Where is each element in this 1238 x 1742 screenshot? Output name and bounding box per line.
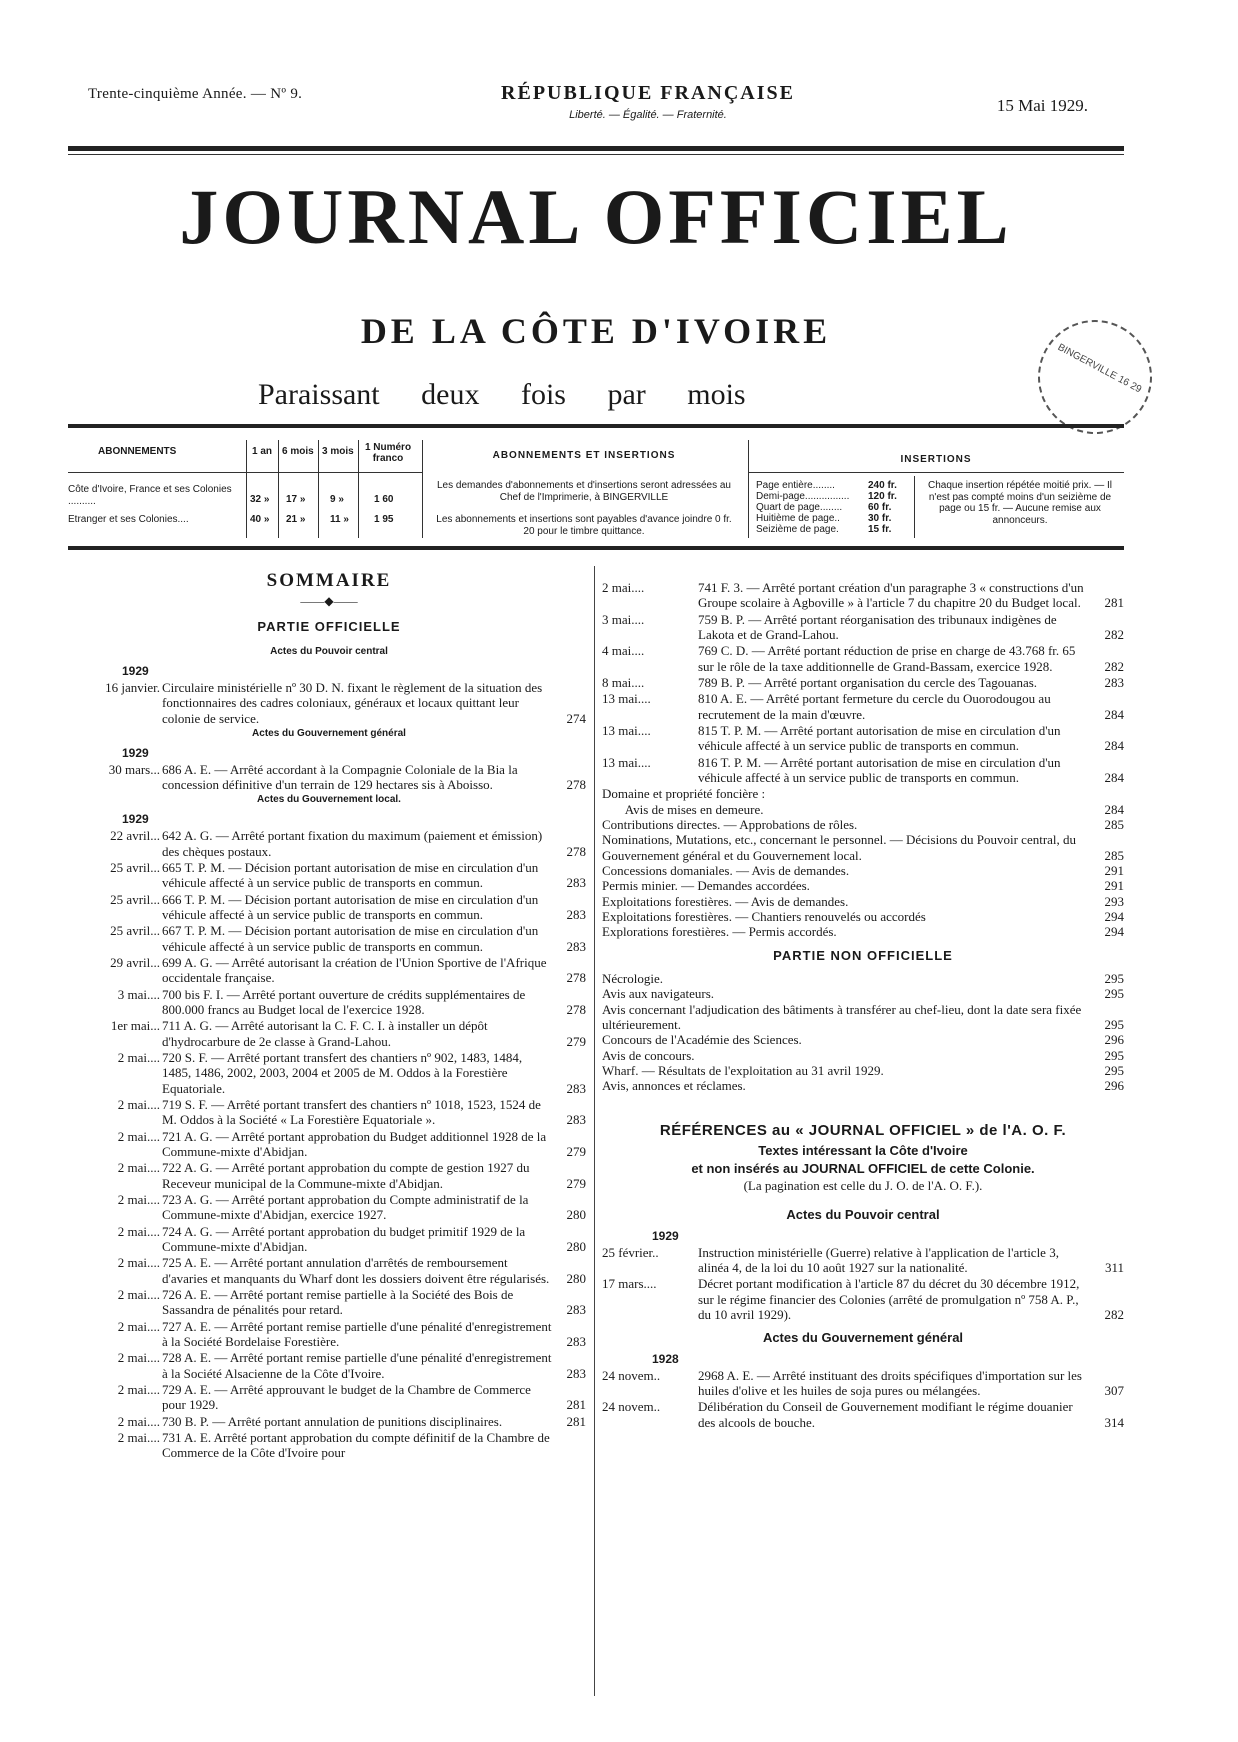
entry-page: 279: [566, 1143, 586, 1159]
sommaire-title: SOMMAIRE: [266, 570, 392, 591]
insertions-title: INSERTIONS: [900, 454, 972, 465]
line-text: Exploitations forestières. — Avis de demandes.: [602, 893, 849, 909]
entry-page: 283: [566, 938, 586, 954]
sommaire-left-column: [72, 570, 586, 1462]
entry-page: 284: [1104, 738, 1124, 754]
entry-text: 666 T. P. M. — Décision portant autorisation de mise en circulation d'un véhicule affecté à un service public de transports en commun.: [162, 891, 539, 923]
entry-date: 30 mars...: [108, 761, 160, 777]
entry-text: Instruction ministérielle (Guerre) relative à l'application de l'article 3, alinéa 4, de la loi du 10 août 1927 sur la nationalité.: [698, 1244, 1059, 1275]
line-text: Domaine et propriété foncière :: [602, 786, 766, 802]
entry-date: 1er mai...: [110, 1018, 160, 1034]
subs-divider: [358, 440, 359, 538]
sommaire-line: [602, 909, 1124, 924]
subs-divider: [422, 440, 423, 538]
sommaire-entry: [72, 680, 586, 726]
subs-row-2-val: 40 »: [250, 514, 270, 525]
entry-page: 278: [566, 970, 586, 986]
masthead-subtitle: DE LA CÔTE D'IVOIRE: [360, 311, 832, 351]
entry-text: 720 S. F. — Arrêté portant transfert des chantiers nº 902, 1483, 1484, 1485, 1486, 2002, 2003, 2004 et 2005 de M. Oddos à la Forestière Equatoriale.: [162, 1049, 523, 1096]
line-text: Avis de mises en demeure.: [602, 801, 764, 817]
sommaire-line: [602, 1032, 1124, 1047]
entry-page: 284: [1104, 706, 1124, 722]
entry-text: 725 A. E. — Arrêté portant annulation d'arrêtés de remboursement d'avaries et manquants du Wharf dont les dossiers doivent être régularisés.: [162, 1255, 550, 1286]
line-page: 296: [1104, 1078, 1124, 1094]
entry-page: 281: [566, 1397, 586, 1413]
entry-page: 280: [566, 1207, 586, 1223]
sommaire-entry: [72, 1192, 586, 1223]
section-heading: Actes du Pouvoir central: [786, 1207, 940, 1223]
entry-text: 728 A. E. — Arrêté portant remise partielle d'une pénalité d'enregistrement à la Société Alsacienne de la Côte d'Ivoire.: [162, 1350, 552, 1381]
entry-date: 2 mai....: [117, 1096, 160, 1112]
subs-row-2-val: 1 95: [374, 514, 394, 525]
subs-middle-text-1: Les demandes d'abonnements et d'insertions seront adressées au Chef de l'Imprimerie, à BINGERVILLE: [436, 480, 731, 503]
entry-page: 311: [1104, 1259, 1124, 1275]
sommaire-entry: [72, 1018, 586, 1049]
line-page: 294: [1104, 908, 1124, 924]
entry-date: 2 mai....: [117, 1049, 160, 1065]
entry-date: 3 mai....: [117, 986, 160, 1002]
entry-text: 727 A. E. — Arrêté portant remise partielle d'une pénalité d'enregistrement à la Société Bordelaise Forestière.: [162, 1318, 552, 1349]
sommaire-entry: [602, 755, 1124, 786]
references-note: (La pagination est celle du J. O. de l'A. O. F.).: [743, 1177, 983, 1193]
entry-page: 280: [566, 1238, 586, 1254]
references-title: RÉFÉRENCES au « JOURNAL OFFICIEL » de l'A. O. F.: [659, 1121, 1067, 1139]
line-page: 295: [1104, 1047, 1124, 1063]
entry-page: 283: [566, 1302, 586, 1318]
subs-row-1-val: 17 »: [286, 494, 306, 505]
subs-row-1-val: 9 »: [330, 494, 344, 505]
entry-date: 2 mai....: [117, 1255, 160, 1271]
issue-header: [58, 80, 1134, 120]
sommaire-line: [602, 802, 1124, 817]
sommaire-entry: [602, 1276, 1124, 1322]
subs-col-1: 1 an: [252, 446, 273, 457]
rate-price: 30 fr.: [868, 513, 892, 524]
line-page: 291: [1104, 862, 1124, 878]
entry-page: 279: [566, 1033, 586, 1049]
subs-middle-title: ABONNEMENTS ET INSERTIONS: [492, 450, 676, 461]
references-list: [602, 1207, 1124, 1430]
masthead-title: JOURNAL OFFICIEL: [179, 173, 1013, 260]
entry-date: 2 mai....: [602, 580, 645, 595]
entry-date: 2 mai....: [117, 1381, 160, 1397]
subs-row-1-val: 1 60: [374, 494, 394, 505]
entry-date: 2 mai....: [117, 1413, 160, 1429]
insertions-note: Chaque insertion répétée moitié prix. — Il n'est pas compté moins d'un seizième de page ou 15 fr. — Aucune remise aux annonceurs.: [928, 480, 1112, 526]
line-text: Nominations, Mutations, etc., concernant le personnel. — Décisions du Pouvoir central, du Gouvernement général et du Gouvernement local.: [602, 832, 1080, 863]
sommaire-entry: [72, 1255, 586, 1286]
entry-date: 22 avril...: [110, 828, 160, 844]
entry-date: 13 mai....: [602, 722, 651, 738]
entry-text: 711 A. G. — Arrêté autorisant la C. F. C. I. à installer un dépôt d'hydrocarbure de 2e classe à Grand-Lahou.: [162, 1018, 488, 1049]
entry-page: 283: [566, 1333, 586, 1349]
entry-page: 278: [566, 777, 586, 793]
rate-price: 120 fr.: [868, 491, 897, 502]
entry-text: 724 A. G. — Arrêté portant approbation du budget primitif 1929 de la Commune-mixte d'Abidjan.: [162, 1223, 526, 1254]
republic-title: RÉPUBLIQUE FRANÇAISE: [501, 82, 795, 104]
entry-text: 815 T. P. M. — Arrêté portant autorisation de mise en circulation d'un véhicule affecté à un service public de transports en commun.: [698, 722, 1061, 754]
sommaire-entry: [602, 691, 1124, 722]
entry-page: 307: [1104, 1383, 1124, 1399]
entry-date: 25 avril...: [110, 860, 160, 876]
line-text: Concessions domaniales. — Avis de demandes.: [602, 862, 850, 878]
sommaire-right-column: [602, 580, 1124, 1431]
entry-date: 2 mai....: [117, 1429, 160, 1445]
entry-date: 24 novem..: [602, 1367, 661, 1383]
subs-divider: [318, 440, 319, 538]
subs-divider: [914, 476, 915, 538]
year-heading: 1929: [122, 745, 149, 760]
entry-text: 699 A. G. — Arrêté autorisant la création de l'Union Sportive de l'Afrique occidentale française.: [162, 955, 547, 986]
entry-page: 284: [1104, 769, 1124, 785]
sommaire-line: [602, 817, 1124, 832]
entry-page: 282: [1104, 626, 1124, 642]
entry-text: 722 A. G. — Arrêté portant approbation du compte de gestion 1927 du Receveur municipal de la Commune-mixte d'Abidjan.: [162, 1160, 530, 1191]
entry-text: Circulaire ministérielle nº 30 D. N. fixant le règlement de la situation des fonctionnaires des cadres coloniaux, généraux et locaux quittant leur colonie de service.: [162, 679, 543, 726]
issue-date: 15 Mai 1929.: [996, 96, 1088, 115]
rate-price: 60 fr.: [868, 502, 892, 513]
rate-price: 15 fr.: [868, 524, 892, 535]
line-page: 296: [1104, 1032, 1124, 1048]
entry-date: 3 mai....: [602, 611, 645, 627]
entry-page: 282: [1104, 1306, 1124, 1322]
line-page: 295: [1104, 986, 1124, 1002]
entry-page: 283: [566, 1365, 586, 1381]
sommaire-entry: [602, 612, 1124, 643]
entry-text: 723 A. G. — Arrêté portant approbation du Compte administratif de la Commune-mixte d'Abidjan, exercice 1927.: [162, 1191, 529, 1223]
entry-page: 278: [566, 1002, 586, 1017]
publication-frequency: Paraissant deux fois par mois: [258, 378, 746, 411]
sommaire-entry: [72, 1287, 586, 1318]
subs-col-4: 1 Numéro franco: [364, 442, 412, 464]
line-page: 295: [1104, 1016, 1124, 1032]
top-rule-thin: [68, 154, 1124, 155]
entry-text: 721 A. G. — Arrêté portant approbation du Budget additionnel 1928 de la Commune-mixte d'Abidjan.: [162, 1128, 547, 1159]
line-page: 294: [1104, 924, 1124, 940]
sommaire-entry: [72, 1414, 586, 1429]
sommaire-entry: [72, 1319, 586, 1350]
sommaire-entry: [72, 1050, 586, 1096]
entry-text: 729 A. E. — Arrêté approuvant le budget de la Chambre de Commerce pour 1929.: [162, 1381, 531, 1413]
entry-date: 2 mai....: [117, 1286, 160, 1302]
sommaire-line: [602, 1002, 1124, 1033]
sommaire-entry: [72, 987, 586, 1018]
sommaire-entry: [72, 762, 586, 793]
republic-block: [438, 82, 858, 121]
subs-row-2-val: 21 »: [286, 514, 306, 525]
entry-text: 665 T. P. M. — Décision portant autorisation de mise en circulation d'un véhicule affecté à un service public de transports en commun.: [162, 860, 539, 891]
ornament-divider: ——◆——: [300, 594, 358, 609]
subs-row-2-val: 11 »: [330, 514, 349, 525]
rate-label: Huitième de page..: [756, 513, 840, 524]
section-heading: Actes du Gouvernement local.: [257, 794, 401, 806]
line-text: Concours de l'Académie des Sciences.: [602, 1032, 802, 1048]
stamp-text: BINGERVILLE 16 29: [1055, 341, 1144, 396]
sommaire-left-list: [72, 646, 586, 1461]
subs-row-1-val: 32 »: [250, 494, 270, 505]
sommaire-entry: [602, 1368, 1124, 1399]
entry-date: 2 mai....: [117, 1191, 160, 1207]
entry-page: 283: [1104, 674, 1124, 690]
entry-date: 4 mai....: [602, 643, 645, 659]
section-heading: Actes du Pouvoir central: [270, 645, 388, 657]
rate-label: Seizième de page.: [756, 524, 839, 535]
entry-date: 17 mars....: [602, 1276, 657, 1292]
entry-page: 279: [566, 1175, 586, 1191]
entry-text: 686 A. E. — Arrêté accordant à la Compagnie Coloniale de la Bia la concession définitive d'un terrain de 129 hectares sis à Aboisso.: [162, 761, 518, 793]
entry-date: 2 mai....: [117, 1318, 160, 1334]
entry-page: 283: [566, 1112, 586, 1128]
sommaire-entry: [602, 580, 1124, 611]
sommaire-line: [602, 986, 1124, 1001]
partie-heading: PARTIE NON OFFICIELLE: [773, 947, 953, 963]
sommaire-entry: [72, 1430, 586, 1461]
entry-date: 13 mai....: [602, 691, 651, 707]
rate-label: Demi-page................: [756, 491, 850, 502]
sommaire-entry: [72, 1224, 586, 1255]
sommaire-entry: [72, 1350, 586, 1381]
line-page: 295: [1104, 970, 1124, 986]
subs-row-1-label: Côte d'Ivoire, France et ses Colonies ..........: [68, 484, 232, 507]
line-page: 295: [1104, 1062, 1124, 1078]
subs-col-2: 6 mois: [282, 446, 314, 457]
entry-text: 2968 A. E. — Arrêté instituant des droits spécifiques d'importation sur les huiles d'olive et les huiles de soja pures ou mélangées.: [698, 1367, 1082, 1399]
sommaire-line: [602, 1078, 1124, 1093]
entry-text: Décret portant modification à l'article 87 du décret du 30 décembre 1912, sur le régime financier des Colonies (arrêté de promulgation nº 758 A. P., du 10 avril 1929).: [698, 1276, 1080, 1322]
rate-label: Page entière........: [756, 480, 835, 491]
section-heading: Actes du Gouvernement général: [762, 1330, 964, 1346]
entry-text: 816 T. P. M. — Arrêté portant autorisation de mise en circulation d'un véhicule affecté à un service public de transports en commun.: [698, 754, 1061, 785]
entry-date: 16 janvier.: [105, 679, 160, 695]
entry-text: 759 B. P. — Arrêté portant réorganisation des tribunaux indigènes de Lakota et de Grand-Lahou.: [698, 611, 1057, 642]
line-text: Contributions directes. — Approbations de rôles.: [602, 816, 858, 832]
entry-date: 2 mai....: [117, 1128, 160, 1144]
entry-page: 283: [566, 907, 586, 923]
entry-page: 274: [566, 710, 586, 726]
entry-text: 741 F. 3. — Arrêté portant création d'un paragraphe 3 « constructions d'un Groupe scolaire à Agboville » à l'article 7 du chapitre 20 du Budget local.: [698, 580, 1084, 611]
entry-text: 642 A. G. — Arrêté portant fixation du maximum (paiement et émission) des chèques postaux.: [162, 828, 543, 859]
entry-date: 2 mai....: [117, 1223, 160, 1239]
rate-price: 240 fr.: [868, 480, 897, 491]
line-text: Permis minier. — Demandes accordées.: [602, 878, 810, 894]
sommaire-right-list: [602, 580, 1124, 1094]
sommaire-entry: [72, 1160, 586, 1191]
sommaire-entry: [72, 955, 586, 986]
partie-officielle-heading: PARTIE OFFICIELLE: [257, 618, 401, 634]
sommaire-line: [602, 786, 1124, 801]
line-text: Wharf. — Résultats de l'exploitation au 31 avril 1929.: [602, 1062, 884, 1078]
entry-text: 719 S. F. — Arrêté portant transfert des chantiers nº 1018, 1523, 1524 de M. Oddos à la Société « La Forestière Equatoriale ».: [162, 1096, 541, 1128]
line-page: 285: [1104, 847, 1124, 863]
line-text: Nécrologie.: [602, 970, 664, 986]
subs-col-3: 3 mois: [322, 446, 354, 457]
sommaire-entry: [72, 1382, 586, 1413]
entry-date: 29 avril...: [110, 955, 160, 971]
entry-text: 789 B. P. — Arrêté portant organisation du cercle des Tagouanas.: [698, 674, 1038, 690]
line-page: 293: [1104, 893, 1124, 909]
sommaire-entry: [72, 923, 586, 954]
sommaire-line: [602, 1048, 1124, 1063]
entry-text: 730 B. P. — Arrêté portant annulation de punitions disciplinaires.: [162, 1413, 503, 1429]
journal-page: [58, 0, 1144, 1742]
sommaire-entry: [602, 675, 1124, 690]
sommaire-entry: [72, 1129, 586, 1160]
sommaire-entry: [602, 1245, 1124, 1276]
line-text: Exploitations forestières. — Chantiers renouvelés ou accordés: [602, 908, 926, 924]
entry-text: 769 C. D. — Arrêté portant réduction de prise en charge de 43.768 fr. 65 sur le rôle de la taxe additionnelle de Grand-Bassam, exercice 1928.: [698, 643, 1076, 674]
entry-date: 25 avril...: [110, 923, 160, 939]
year-heading: 1929: [122, 663, 149, 678]
entry-date: 2 mai....: [117, 1160, 160, 1176]
subs-header-rule: [68, 472, 422, 473]
sommaire-entry: [72, 860, 586, 891]
line-page: 284: [1104, 801, 1124, 817]
entry-page: 314: [1104, 1414, 1124, 1430]
top-rule: [68, 146, 1124, 151]
issue-number: Trente-cinquième Année. — Nº 9.: [88, 86, 303, 102]
sommaire-line: [602, 1063, 1124, 1078]
year-heading: 1929: [122, 812, 149, 827]
references-subtitle-1: Textes intéressant la Côte d'Ivoire: [758, 1143, 968, 1159]
references-subtitle-2: et non insérés au JOURNAL OFFICIEL de cette Colonie.: [691, 1160, 1035, 1176]
subs-divider: [246, 440, 247, 538]
subs-title: ABONNEMENTS: [98, 446, 177, 457]
year-heading: 1928: [652, 1351, 679, 1366]
sommaire-entry: [72, 828, 586, 859]
section-heading: Actes du Gouvernement général: [252, 727, 406, 739]
line-page: 285: [1104, 816, 1124, 832]
sommaire-entry: [602, 723, 1124, 754]
sommaire-entry: [72, 892, 586, 923]
entry-page: 280: [566, 1270, 586, 1286]
subscription-box: [68, 428, 1124, 550]
line-text: Avis concernant l'adjudication des bâtiments à transférer au chef-lieu, dont la date sera fixée ultérieurement.: [602, 1001, 1085, 1032]
year-heading: 1929: [652, 1228, 679, 1243]
entry-date: 24 novem..: [602, 1399, 661, 1415]
entry-date: 25 avril...: [110, 891, 160, 907]
sommaire-line: [602, 878, 1124, 893]
entry-date: 13 mai....: [602, 754, 651, 770]
entry-text: 726 A. E. — Arrêté portant remise partielle à la Société des Bois de Sassandra de pénalités pour retard.: [162, 1286, 514, 1318]
sommaire-entry: [602, 643, 1124, 674]
line-page: 291: [1104, 878, 1124, 894]
sommaire-line: [602, 894, 1124, 909]
subs-row-2-label: Etranger et ses Colonies....: [68, 514, 189, 525]
sommaire-entry: [602, 1399, 1124, 1430]
subs-bottom-rule: [68, 546, 1124, 550]
republic-motto: Liberté. — Égalité. — Fraternité.: [569, 109, 727, 121]
insertions-header-rule: [748, 472, 1124, 473]
entry-page: 283: [566, 875, 586, 891]
entry-text: Délibération du Conseil de Gouvernement modifiant le régime douanier des alcools de bouche.: [698, 1399, 1073, 1430]
subs-divider: [278, 440, 279, 538]
line-text: Avis aux navigateurs.: [602, 986, 715, 1002]
entry-text: 667 T. P. M. — Décision portant autorisation de mise en circulation d'un véhicule affecté à un service public de transports en commun.: [162, 923, 539, 954]
entry-date: 2 mai....: [117, 1350, 160, 1366]
entry-page: 278: [566, 843, 586, 859]
sommaire-line: [602, 924, 1124, 939]
rate-label: Quart de page........: [756, 502, 843, 513]
entry-page: 282: [1104, 658, 1124, 674]
line-text: Avis de concours.: [602, 1047, 695, 1063]
entry-text: 810 A. E. — Arrêté portant fermeture du cercle du Ouorodougou au recrutement de la main d'œuvre.: [698, 691, 1051, 722]
line-text: Explorations forestières. — Permis accordés.: [602, 924, 837, 940]
entry-text: 700 bis F. I. — Arrêté portant ouverture de crédits supplémentaires de 800.000 francs au Budget local de l'exercice 1928.: [162, 986, 526, 1017]
entry-page: 283: [566, 1080, 586, 1096]
entry-date: 25 février..: [602, 1244, 659, 1260]
sommaire-entry: [72, 1097, 586, 1128]
column-divider: [594, 566, 595, 1696]
entry-page: 281: [566, 1413, 586, 1429]
entry-text: 731 A. E. Arrêté portant approbation du compte définitif de la Chambre de Commerce de la Côte d'Ivoire pour: [162, 1429, 550, 1461]
line-text: Avis, annonces et réclames.: [602, 1078, 746, 1094]
entry-date: 8 mai....: [602, 674, 645, 690]
entry-page: 281: [1104, 595, 1124, 611]
subs-middle-text-2: Les abonnements et insertions sont payables d'avance joindre 0 fr. 20 pour le timbre quittance.: [436, 514, 732, 537]
sommaire-line: [602, 832, 1124, 863]
sommaire-line: [602, 863, 1124, 878]
sommaire-line: [602, 971, 1124, 986]
